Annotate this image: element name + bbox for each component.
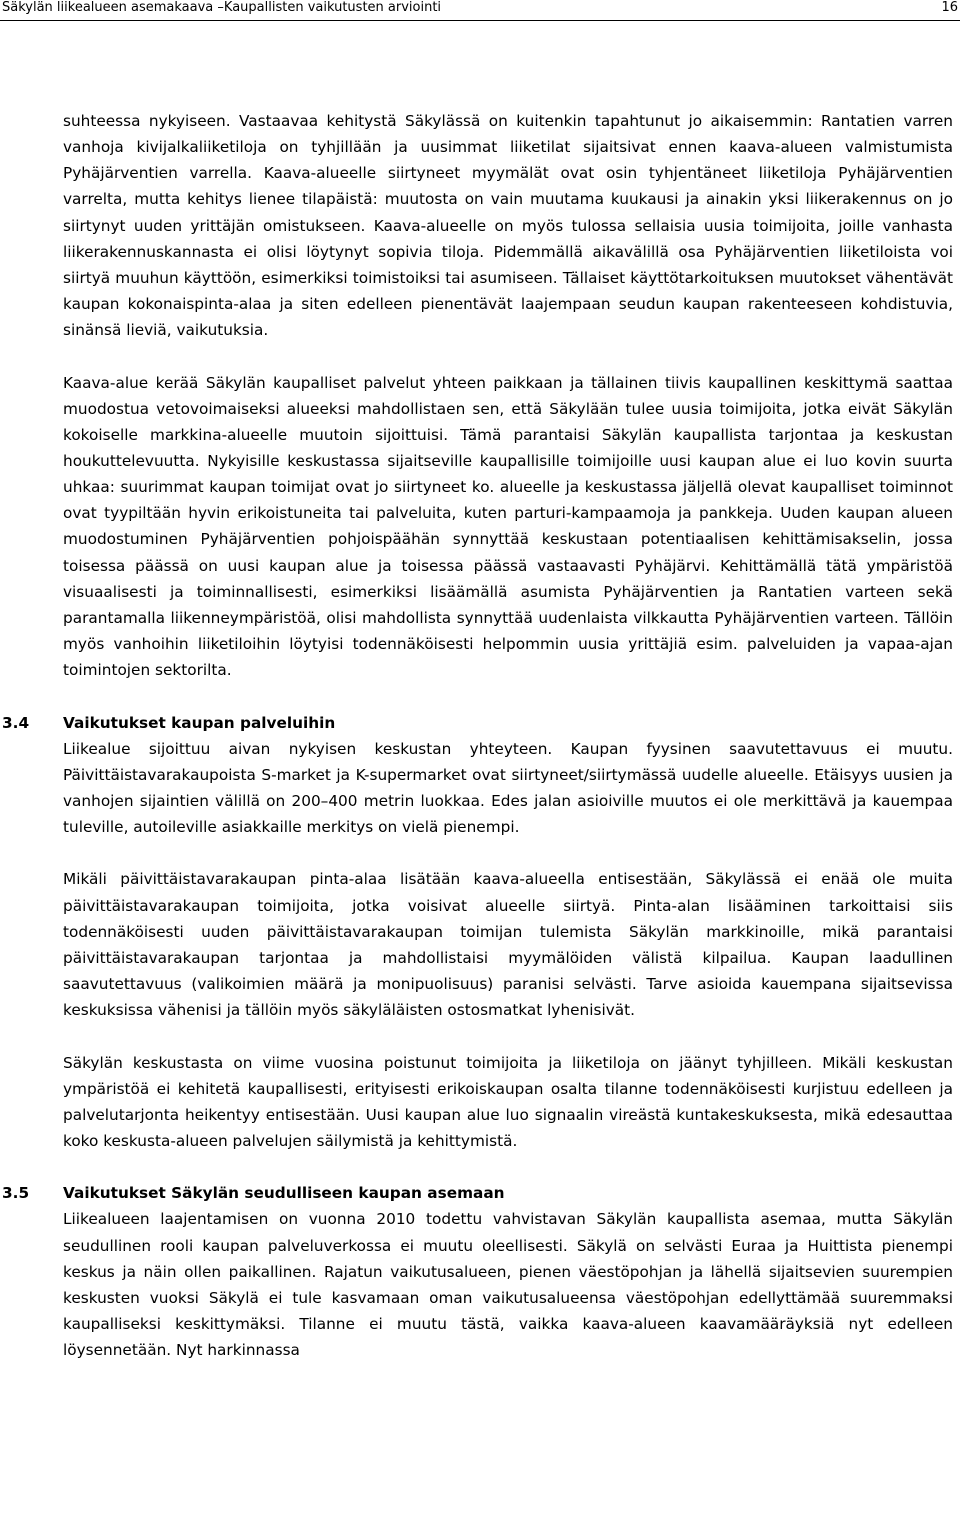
paragraph: suhteessa nykyiseen. Vastaavaa kehitystä Säkylässä on kuitenkin tapahtunut jo aikaisemmin: Rantatien varren vanhoja kivijalkaliiketiloja on tyhjillään ja uusimmat liiketilat sijaitsivat ennen kaava-alueen valmistumista Pyhäjärventien varrella. Kaava-alueelle siirtyneet myymälät ovat osin tyhjentäneet liiketiloja Pyhäjärventien varrelta, mutta kehitys lienee tilapäistä: muutosta on vain muutama kuukausi ja ainakin yksi liikerakennus on jo siirtynyt uuden yrittäjän omistukseen. Kaava-alueelle on myös tulossa sellaisia uusia toimijoita, joille vanhasta liikerakennuskannasta ei olisi löytynyt sopivia tiloja. Pidemmällä aikavälillä osa Pyhäjärventien liiketiloista voi siirtyä muuhun käyttöön, esimerkiksi toimistoiksi tai asumiseen. Tällaiset käyttötarkoituksen muutokset vähentävät kaupan kokonaispinta-alaa ja siten edelleen pienentävät laajempaan seudun kaupan rakenteeseen kohdistuvia, sinänsä lieviä, vaikutuksia. <box>63 112 953 340</box>
section-title: Vaikutukset Säkylän seudulliseen kaupan asemaan <box>63 1184 505 1203</box>
section-number: 3.5 <box>2 1184 30 1203</box>
paragraph: Liikealue sijoittuu aivan nykyisen keskustan yhteyteen. Kaupan fyysinen saavutettavuus ei muutu. Päivittäistavarakaupoista S-market ja K-supermarket ovat siirtyneet/siirtymässä uudelle alueelle. Etäisyys uusien ja vanhojen sijaintien välillä on 200–400 metrin luokkaa. Edes jalan asioiville muutos ei ole merkittävä ja kauempaa tuleville, autoileville asiakkaille merkitys on vielä pienempi. <box>63 739 953 837</box>
page-number: 16 <box>941 0 958 15</box>
running-header <box>0 0 960 21</box>
paragraph: Mikäli päivittäistavarakaupan pinta-alaa lisätään kaava-alueella entisestään, Säkylässä ei enää ole muita päivittäistavarakaupan toimijoita, jotka voisivat alueelle siirtyä. Pinta-alan lisääminen tarkoittaisi siis todennäköisesti uuden päivittäistavarakaupan toimijan tulemista Säkylän markkinoille, mikä parantaisi päivittäistavarakaupan tarjontaa ja mahdollistaisi myymälöiden välistä kilpailua. Kaupan laadullinen saavutettavuus (valikoimien määrä ja monipuolisuus) paranisi selvästi. Tarve asioida kauempana sijaitsevissa keskuksissa vähenisi ja tällöin myös säkyläläisten ostosmatkat lyhenisivät. <box>63 870 953 1020</box>
section-title: Vaikutukset kaupan palveluihin <box>63 713 336 732</box>
document-title: Säkylän liikealueen asemakaava –Kaupallisten vaikutusten arviointi <box>2 0 442 15</box>
paragraph: Kaava-alue kerää Säkylän kaupalliset palvelut yhteen paikkaan ja tällainen tiivis kaupallinen keskittymä saattaa muodostua vetovoimaiseksi alueeksi mahdollistaen sen, että Säkylään tulee uusia toimijoita, jotka eivät Säkylän kokoiselle markkina-alueelle muutoin sijoittuisi. Tämä parantaisi Säkylän kaupallista tarjontaa ja keskustan houkuttelevuutta. Nykyisille keskustassa sijaitseville kaupallisille toimijoille uusi kaupan alue ei luo kovin suurta uhkaa: suurimmat kaupan toimijat ovat jo siirtyneet ko. alueelle ja keskustassa jäljellä olevat kaupalliset toiminnot ovat tyypiltään hyvin erikoistuneita tai palveluita, kuten parturi-kampaamoja ja pankkeja. Uuden kaupan alueen muodostuminen Pyhäjärventien pohjoispäähän synnyttää keskustaan potentiaalisen kehittämisakselin, jossa toisessa päässä on uusi kaupan alue ja toisessa päässä vastaavasti Pyhäjärvi. Kehittämällä tätä ympäristöä visuaalisesti ja toiminnallisesti, esimerkiksi lisäämällä asumista Pyhäjärventien ja Rantatien varteen sekä parantamalla liikenneympäristöä, olisi mahdollista synnyttää uudenlaista vilkkautta Pyhäjärventien varteen. Tällöin myös vanhoihin liiketiloihin löytyisi todennäköisesti helpommin uusia yrittäjiä esim. palveluiden ja vapaa-ajan toimintojen sektorilta. <box>63 373 953 680</box>
paragraph: Liikealueen laajentamisen on vuonna 2010 todettu vahvistavan Säkylän kaupallista asemaa, mutta Säkylän seudullinen rooli kaupan palveluverkossa ei muutu oleellisesti. Säkylä on selvästi Euraa ja Huittista pienempi keskus ja näin ollen paikallinen. Rajatun vaikutusalueen, pienen väestöpohjan ja lähellä sijaitsevien suurempien keskusten vuoksi Säkylä ei tule kasvamaan oman vaikutusalueensa väestöpohjan edellyttämää suuremmaksi kaupalliseksi keskittymäksi. Tilanne ei muutu tästä, vaikka kaava-alueen kaavamääräyksiä nyt edelleen löysennetään. Nyt harkinnassa <box>63 1210 953 1360</box>
section-number: 3.4 <box>2 713 30 732</box>
document-body <box>2 108 953 1390</box>
section-3-5 <box>2 1180 953 1363</box>
paragraph: Säkylän keskustasta on viime vuosina poistunut toimijoita ja liiketiloja on jäänyt tyhjilleen. Mikäli keskustan ympäristöä ei kehitetä kaupallisesti, erityisesti erikoiskaupan osalta tilanne todennäköisesti kurjistuu edelleen ja palvelutarjonta heikentyy entisestään. Uusi kaupan alue luo signaalin vireästä kuntakeskuksesta, mikä edesauttaa koko keskusta-alueen palvelujen säilymistä ja kehittymistä. <box>63 1053 953 1151</box>
section-3-4 <box>2 710 953 1155</box>
